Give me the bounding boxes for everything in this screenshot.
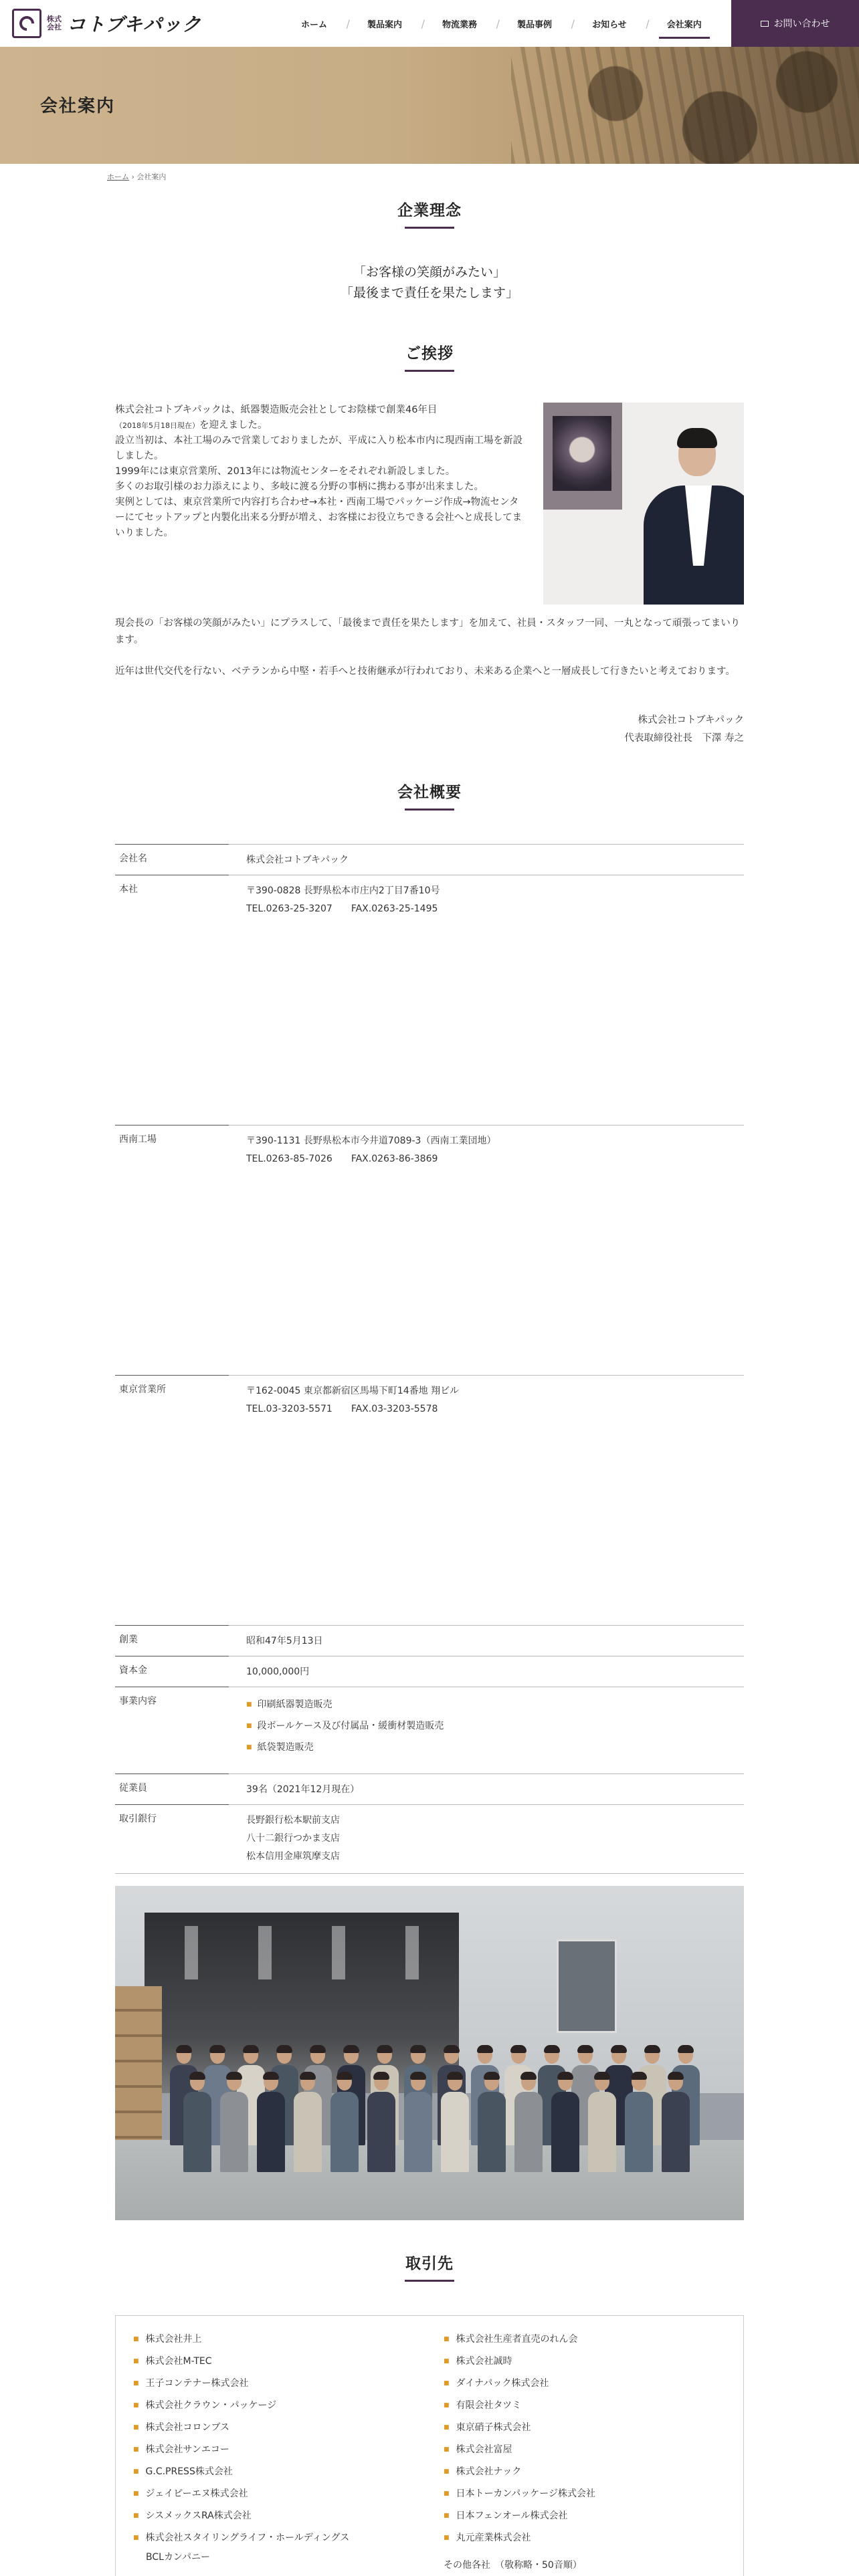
greeting-p1b: を迎えました。 <box>199 420 268 431</box>
mail-icon <box>761 21 769 27</box>
greeting-date-note: （2018年5月18日現在） <box>115 421 199 430</box>
site-header <box>0 0 859 47</box>
greeting-text <box>115 403 527 541</box>
staff-figure <box>513 2073 544 2173</box>
greeting-p6: 現会長の「お客様の笑顔がみたい」にプラスして、「最後まで責任を果たします」を加えて、社員・スタッフ一同、一丸となって頑張ってまいります。 <box>115 618 741 645</box>
tokyo-value <box>246 1382 459 1418</box>
signature-company: 株式会社コトブキパック <box>638 715 744 726</box>
hq-map-embed[interactable] <box>246 920 744 1120</box>
overview-row-capital <box>115 1656 744 1687</box>
staff-figure <box>550 2073 581 2173</box>
overview-row-employees <box>115 1774 744 1804</box>
overview-row-hq <box>115 875 744 1125</box>
staff-figure <box>329 2073 360 2173</box>
client-item: ■ 有限会社タツミ <box>444 2398 521 2411</box>
overview-row-business <box>115 1687 744 1774</box>
staff-figure <box>440 2073 470 2173</box>
staff-figure <box>366 2073 397 2173</box>
logo-mark-icon <box>12 9 41 38</box>
hq-tel: TEL.0263-25-3207 FAX.0263-25-1495 <box>246 903 438 914</box>
overview-row-company <box>115 844 744 875</box>
overview-row-tokyo <box>115 1375 744 1625</box>
greeting-p4: 多くのお取引様のお力添えにより、多岐に渡る分野の事柄に携わる事が出来ました。 <box>115 481 484 492</box>
greeting-p7: 近年は世代交代を行ない、ベテランから中堅・若手へと技術継承が行われており、未来ある企業へと一層成長して行きたいと考えております。 <box>115 666 735 677</box>
staff-figure <box>292 2073 323 2173</box>
seinan-map-embed[interactable] <box>246 1170 744 1370</box>
client-item: ■ 日本フェンオール株式会社 <box>444 2508 568 2522</box>
main-nav <box>281 0 722 47</box>
banks-list <box>246 1812 340 1866</box>
client-item: ■ 株式会社誠時 <box>444 2354 512 2367</box>
staff-figure <box>476 2073 507 2173</box>
business-list <box>246 1694 444 1758</box>
motto-line-1: 「お客様の笑顔がみたい」 <box>353 265 506 280</box>
staff-figure <box>660 2073 691 2173</box>
tokyo-tel: TEL.03-3203-5571 FAX.03-3203-5578 <box>246 1404 438 1414</box>
business-label: 事業内容 <box>119 1696 157 1707</box>
staff-figure <box>587 2073 617 2173</box>
client-item: ■ 東京硝子株式会社 <box>444 2420 531 2434</box>
clients-box <box>115 2315 744 2576</box>
contact-button[interactable] <box>731 0 859 47</box>
client-item: ■ ジェイピーエヌ株式会社 <box>133 2486 248 2500</box>
capital-label: 資本金 <box>119 1665 147 1676</box>
greeting-heading: ご挨拶 <box>0 341 859 372</box>
seinan-value <box>246 1132 496 1168</box>
nav-logistics[interactable]: 物流業務 / <box>422 0 497 47</box>
seinan-address: 〒390-1131 長野県松本市今井道7089-3（西南工業団地） <box>246 1136 496 1146</box>
tokyo-address: 〒162-0045 東京都新宿区馬場下町14番地 翔ビル <box>246 1386 460 1396</box>
staff-figure <box>219 2073 250 2173</box>
nav-home[interactable]: ホーム / <box>281 0 347 47</box>
nav-company[interactable]: 会社案内 <box>647 0 722 47</box>
business-item: ■ 印刷紙器製造販売 <box>246 1694 444 1715</box>
capital-value: 10,000,000円 <box>246 1667 310 1677</box>
clients-heading: 取引先 <box>0 2251 859 2282</box>
logo-name: コトブキパック <box>67 13 202 35</box>
breadcrumb-separator: › <box>131 173 134 181</box>
company-value: 株式会社コトブキパック <box>246 855 349 865</box>
greeting-p2: 設立当初は、本社工場のみで営業しておりましたが、平成に入り松本市内に現西南工場を新設しました。 <box>115 435 522 461</box>
logo-kaisha: 株式会社 <box>47 15 62 31</box>
philosophy-motto <box>0 262 859 304</box>
hero-printing-machine-image <box>511 47 859 164</box>
staff-figure <box>256 2073 286 2173</box>
client-item: ■ ダイナパック株式会社 <box>444 2376 549 2389</box>
greeting-signature <box>624 712 744 748</box>
staff-group-photo <box>115 1886 744 2220</box>
overview-heading: 会社概要 <box>0 780 859 811</box>
bank-item: 長野銀行松本駅前支店 <box>246 1815 340 1826</box>
clients-others-note: その他各社 （敬称略・50音順） <box>444 2560 582 2571</box>
client-item: ■ 株式会社ナック <box>444 2464 521 2478</box>
hq-value <box>246 882 440 918</box>
president-photo <box>543 403 744 605</box>
client-item: ■ 株式会社富屋 <box>444 2442 512 2456</box>
site-logo[interactable] <box>12 9 201 37</box>
client-item: ■ シスメックスRA株式会社 <box>133 2508 252 2522</box>
employees-label: 従業員 <box>119 1783 147 1794</box>
contact-label: お問い合わせ <box>773 19 830 29</box>
staff-figure <box>182 2073 213 2173</box>
client-item: ■ 株式会社井上 <box>133 2332 202 2345</box>
motto-line-2: 「最後まで責任を果たします」 <box>340 286 518 300</box>
client-item: ■ G.C.PRESS株式会社 <box>133 2464 233 2478</box>
founded-label: 創業 <box>119 1634 138 1645</box>
client-item: ■ 日本トーカンパッケージ株式会社 <box>444 2486 595 2500</box>
client-item: ■ 王子コンテナー株式会社 <box>133 2376 249 2389</box>
employees-value: 39名（2021年12月現在） <box>246 1784 360 1795</box>
philosophy-heading: 企業理念 <box>0 198 859 229</box>
seinan-label: 西南工場 <box>119 1134 157 1145</box>
greeting-p3: 1999年には東京営業所、2013年には物流センターをそれぞれ新設しました。 <box>115 466 456 477</box>
client-item: ■ 株式会社M-TEC <box>133 2354 212 2367</box>
client-item: ■ 株式会社サンエコー <box>133 2442 229 2456</box>
nav-news[interactable]: お知らせ / <box>572 0 647 47</box>
nav-products[interactable]: 製品案内 / <box>347 0 422 47</box>
overview-row-founded <box>115 1625 744 1656</box>
breadcrumb <box>107 171 166 182</box>
nav-cases[interactable]: 製品事例 / <box>497 0 572 47</box>
client-item-continued: BCLカンパニー <box>146 2552 210 2563</box>
founded-value: 昭和47年5月13日 <box>246 1636 323 1646</box>
breadcrumb-home[interactable]: ホーム <box>107 173 129 181</box>
seinan-tel: TEL.0263-85-7026 FAX.0263-86-3869 <box>246 1154 438 1164</box>
staff-figure <box>403 2073 434 2173</box>
client-item: ■ 株式会社クラウン・パッケージ <box>133 2398 276 2411</box>
company-label: 会社名 <box>119 853 147 864</box>
greeting-p1a: 株式会社コトブキパックは、紙器製造販売会社としてお陰様で創業46年目 <box>115 405 438 415</box>
business-item: ■ 紙袋製造販売 <box>246 1737 444 1758</box>
client-item: ■ 株式会社コロンブス <box>133 2420 229 2434</box>
bank-item: 松本信用金庫筑摩支店 <box>246 1851 340 1862</box>
tokyo-label: 東京営業所 <box>119 1384 166 1395</box>
tokyo-map-embed[interactable] <box>246 1420 744 1620</box>
breadcrumb-current: 会社案内 <box>136 173 167 181</box>
greeting-p5: 実例としては、東京営業所で内容打ち合わせ→本社・西南工場でパッケージ作成→物流センターにてセットアップと内製化出来る分野が増え、お客様にお役立ちできる会社へと成長してまいりました。 <box>115 497 522 538</box>
client-item: ■ 株式会社生産者直売のれん会 <box>444 2332 578 2345</box>
client-item: ■ 株式会社スタイリングライフ・ホールディングス <box>133 2531 349 2544</box>
page-title: 会社案内 <box>40 96 116 116</box>
hq-address: 〒390-0828 長野県松本市庄内2丁目7番10号 <box>246 885 440 896</box>
hq-label: 本社 <box>119 884 138 895</box>
overview-row-seinan <box>115 1125 744 1375</box>
staff-figure <box>624 2073 654 2173</box>
page-hero <box>0 47 859 164</box>
banks-label: 取引銀行 <box>119 1814 157 1824</box>
signature-person: 代表取締役社長 下澤 寿之 <box>624 733 744 744</box>
client-item: ■ 丸元産業株式会社 <box>444 2531 531 2544</box>
overview-row-banks <box>115 1804 744 1874</box>
business-item: ■ 段ボールケース及び付属品・緩衝材製造販売 <box>246 1715 444 1737</box>
bank-item: 八十二銀行つかま支店 <box>246 1833 340 1844</box>
